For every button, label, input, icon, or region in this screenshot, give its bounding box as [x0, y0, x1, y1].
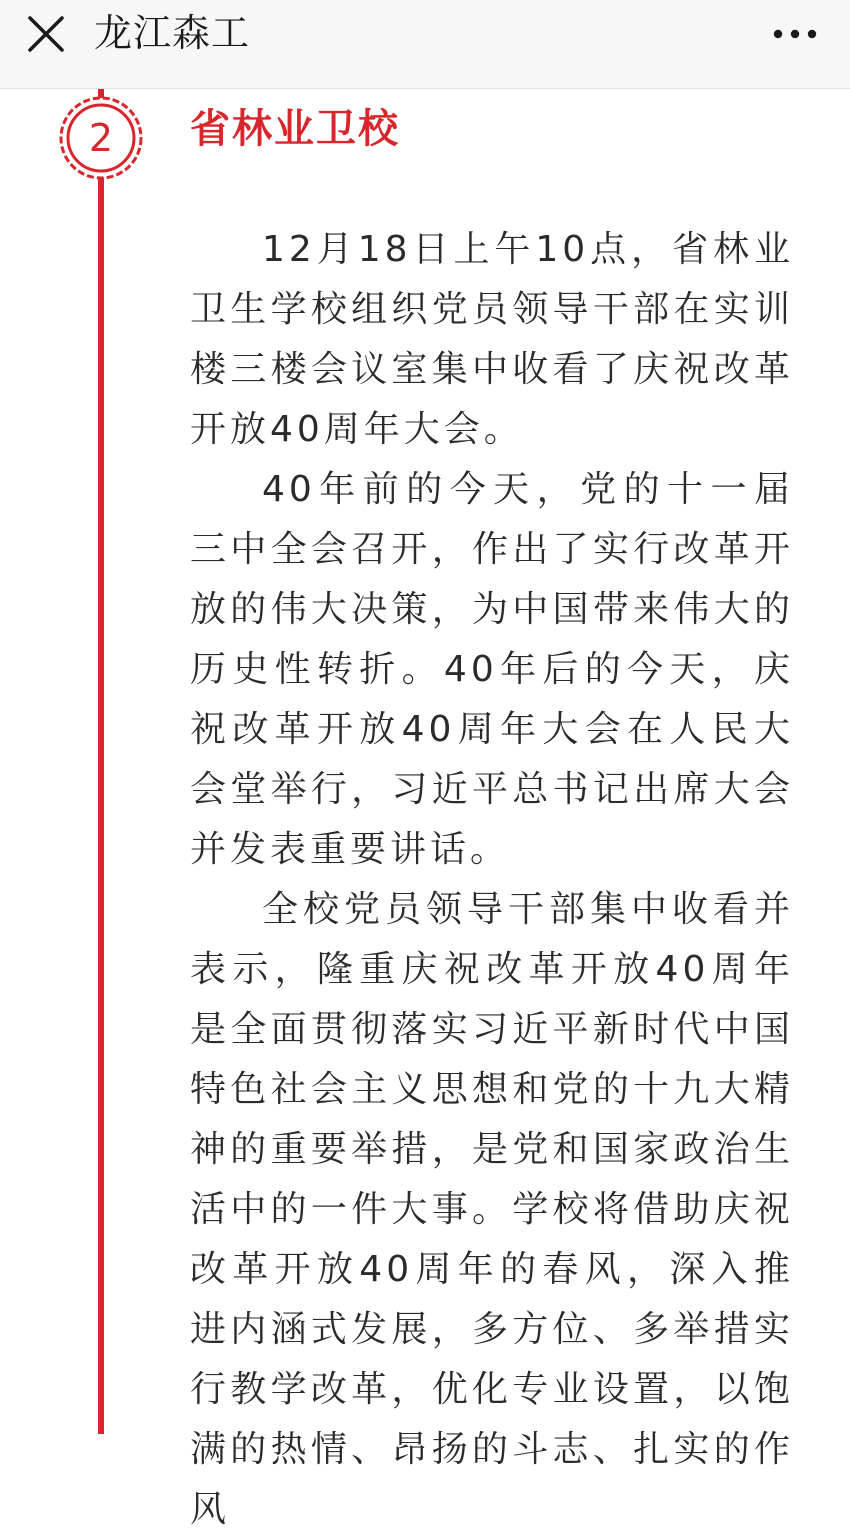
more-options-button[interactable]: [770, 16, 820, 52]
article-body: [190, 220, 794, 1540]
article-content: [0, 89, 850, 1530]
more-icon: [770, 16, 820, 52]
close-button[interactable]: [22, 10, 70, 58]
timeline-line: [98, 89, 104, 1434]
top-navigation-bar: [0, 0, 850, 89]
close-icon: [22, 10, 70, 58]
page-title: 龙江森工: [94, 11, 251, 55]
article-paragraph: 40年前的今天，党的十一届三中全会召开，作出了实行改革开放的伟大决策，为中国带来伟大的历史性转折。40年后的今天，庆祝改革开放40周年大会在人民大会堂举行，习近平总书记出席大会并发表重要讲话。: [190, 469, 794, 870]
section-title: 省林业卫校: [190, 106, 400, 152]
article-paragraph: 全校党员领导干部集中收看并表示，隆重庆祝改革开放40周年是全面贯彻落实习近平新时代中国特色社会主义思想和党的十九大精神的重要举措，是党和国家政治生活中的一件大事。学校将借助庆祝改革开放40周年的春风，深入推进内涵式发展，多方位、多举措实行教学改革，优化专业设置，以饱满的热情、昂扬的斗志、扎实的作风: [190, 889, 794, 1530]
article-paragraph: 12月18日上午10点，省林业卫生学校组织党员领导干部在实训楼三楼会议室集中收看了庆祝改革开放40周年大会。: [190, 229, 794, 450]
step-number: 2: [88, 116, 114, 160]
